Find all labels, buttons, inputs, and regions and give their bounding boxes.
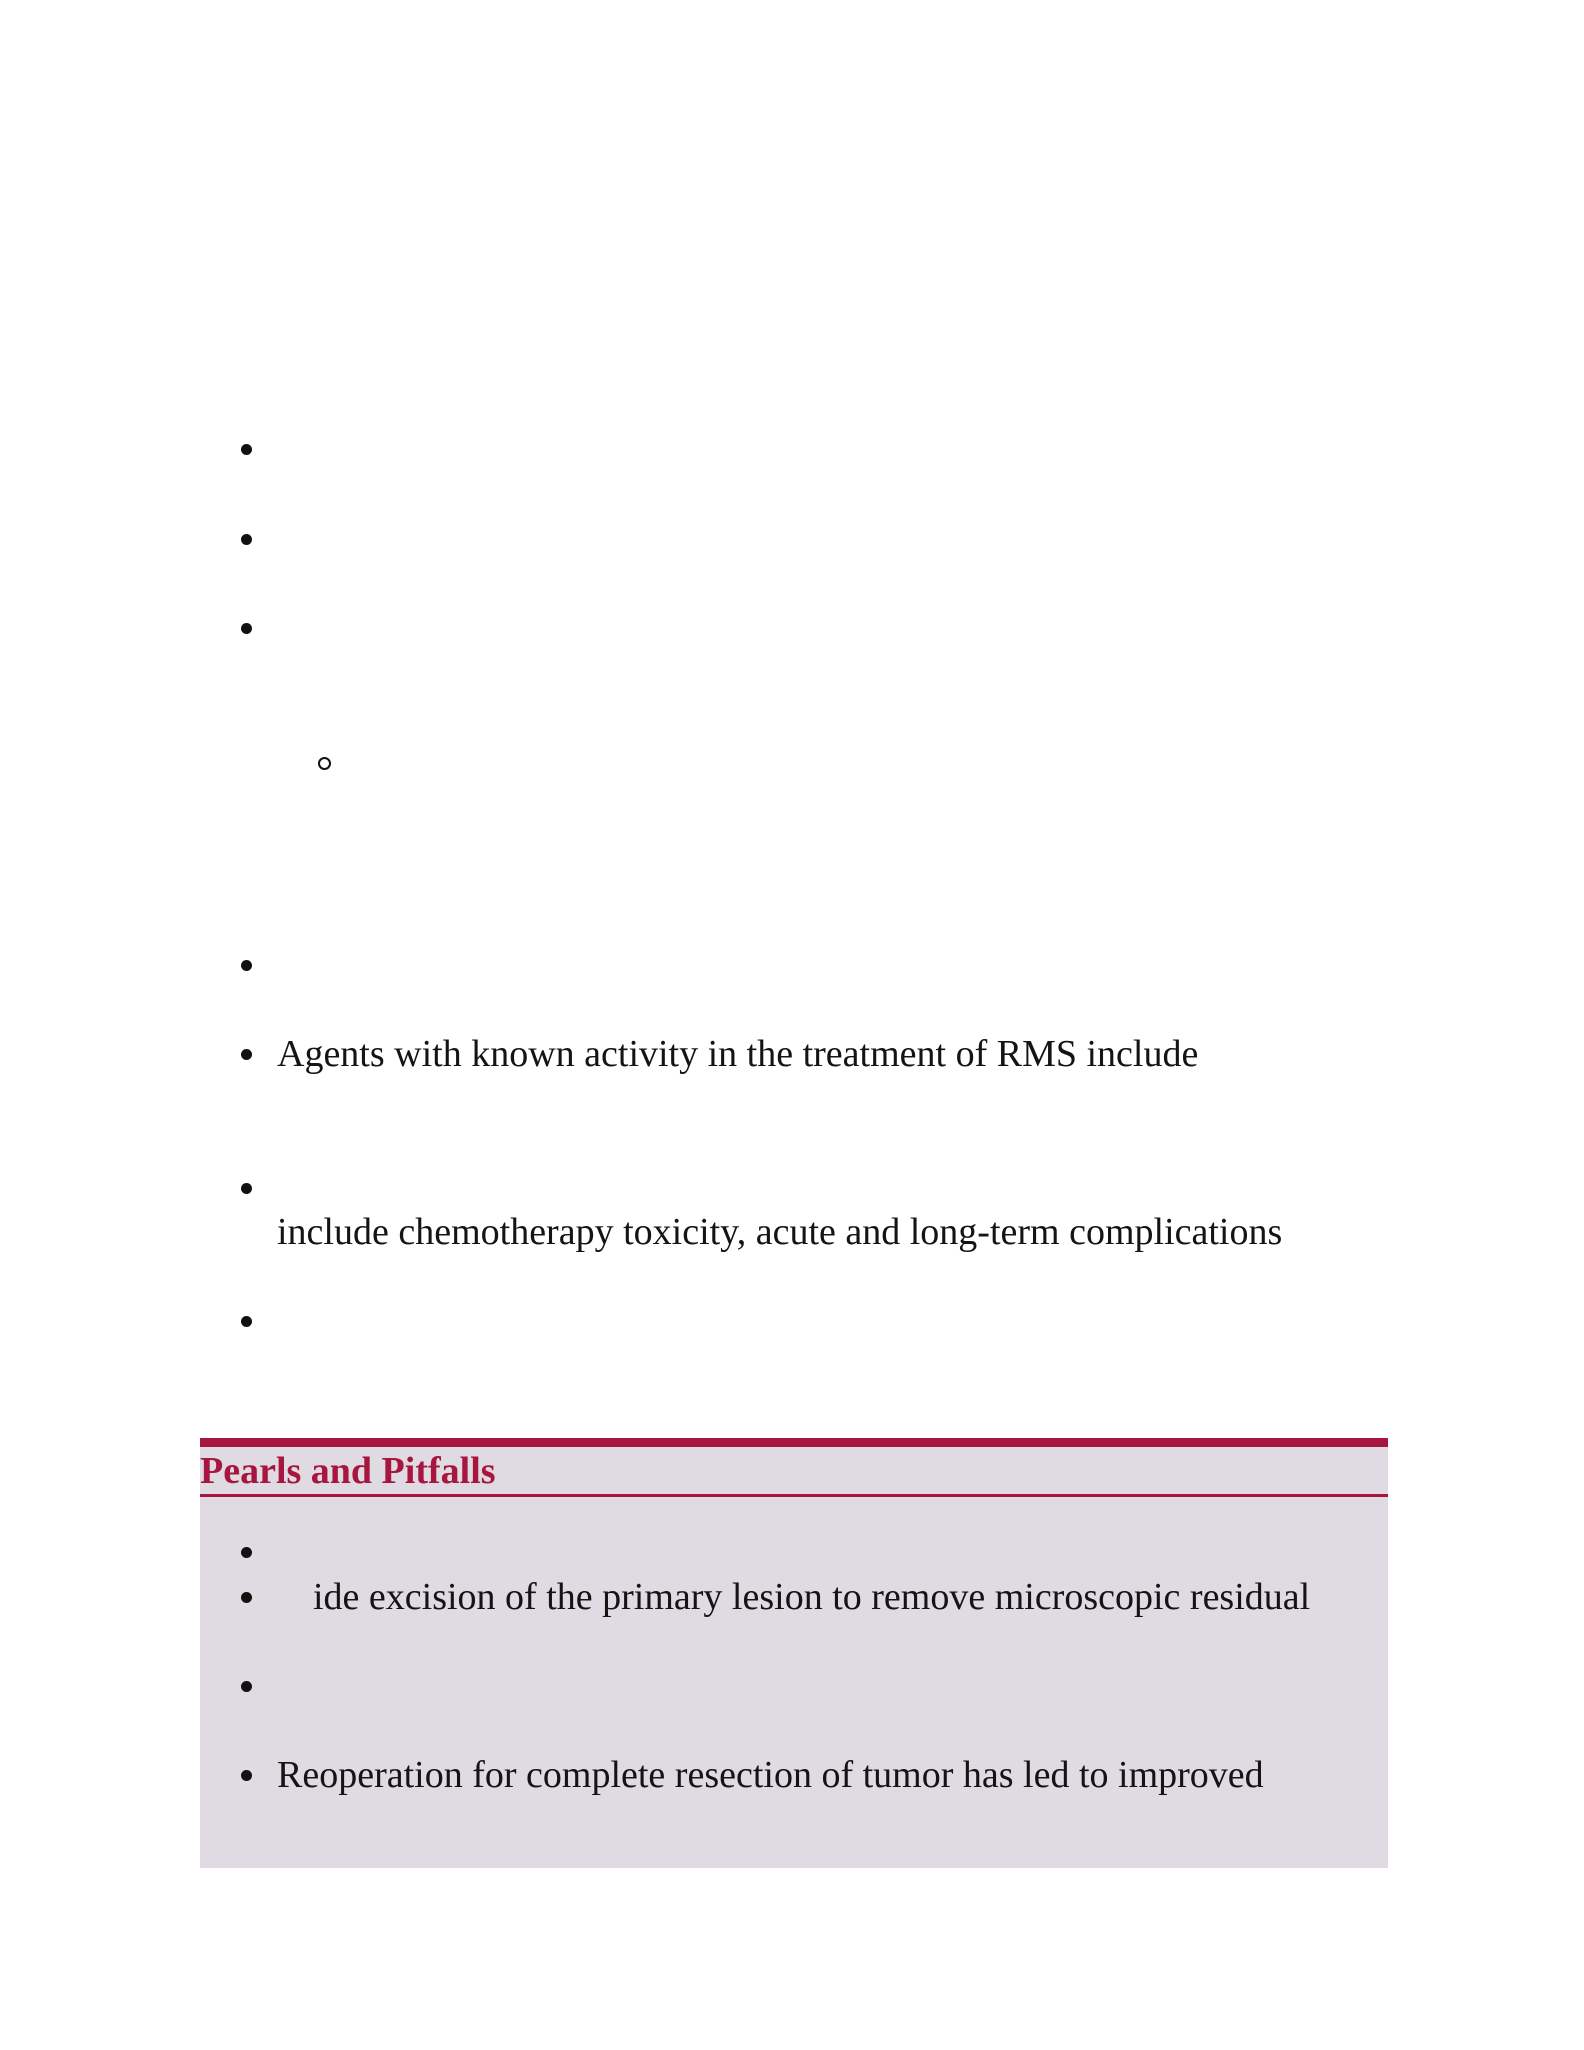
- pearls-title: Pearls and Pitfalls: [200, 1450, 496, 1492]
- list-bullet: [241, 534, 252, 545]
- pearls-title-rule: [200, 1494, 1388, 1497]
- sub-list-bullet: [318, 757, 331, 770]
- list-bullet: [241, 623, 252, 634]
- pearls-and-pitfalls-box: [200, 1438, 1388, 1868]
- list-bullet: [241, 1049, 252, 1060]
- pearls-list-bullet: [241, 1592, 252, 1603]
- pearls-list-bullet: [241, 1770, 252, 1781]
- pearls-item-text: ide excision of the primary lesion to remove microscopic residual: [313, 1576, 1311, 1618]
- list-bullet: [241, 444, 252, 455]
- pearls-accent-bar: [200, 1438, 1388, 1447]
- pearls-list-bullet: [241, 1547, 252, 1558]
- list-item-text: Agents with known activity in the treatment of RMS include: [277, 1033, 1199, 1075]
- list-bullet: [241, 1316, 252, 1327]
- pearls-list-bullet: [241, 1681, 252, 1692]
- list-bullet: [241, 960, 252, 971]
- list-item-continuation-text: include chemotherapy toxicity, acute and long-term complications: [277, 1211, 1283, 1253]
- list-bullet: [241, 1183, 252, 1194]
- pearls-item-text: Reoperation for complete resection of tumor has led to improved: [277, 1754, 1264, 1796]
